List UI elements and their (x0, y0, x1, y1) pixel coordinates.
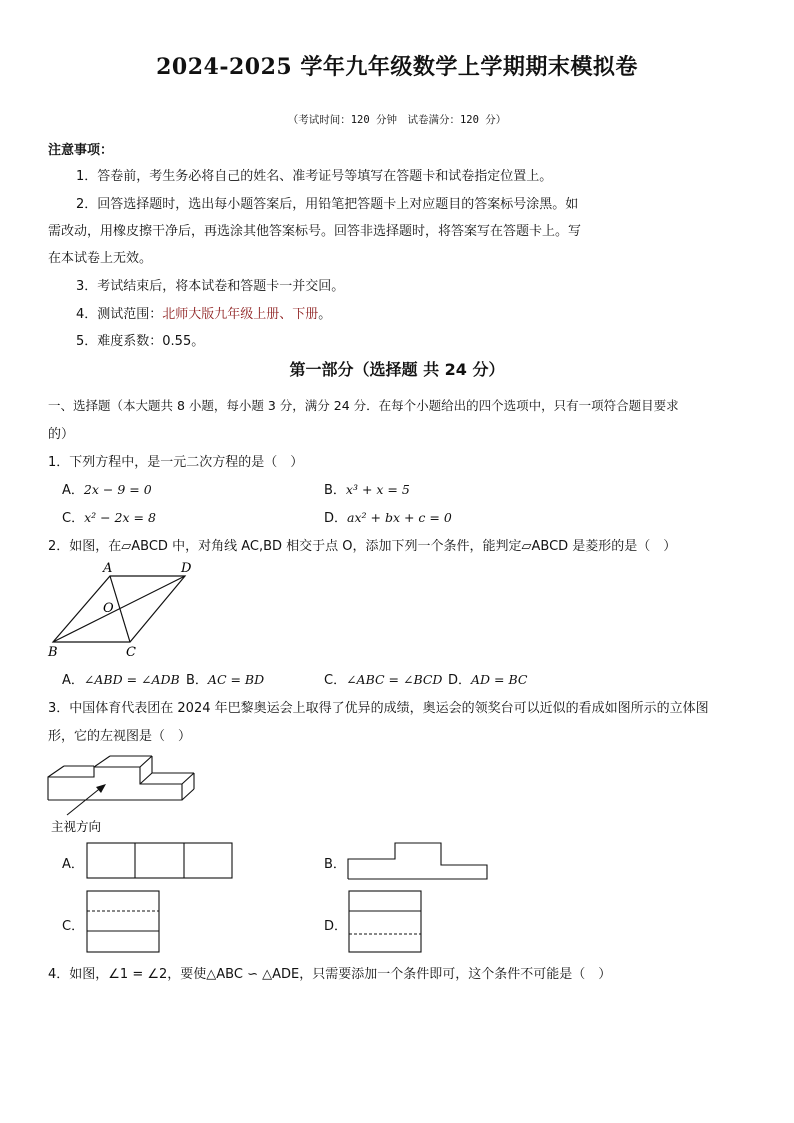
q1-c-label: C． (62, 511, 85, 526)
notice-item-2: 2．回答选择题时，选出每小题答案后，用铅笔把答题卡上对应题目的答案标号涂黑。如 (76, 197, 579, 212)
q1-stem: 1．下列方程中，是一元二次方程的是（ ） (48, 455, 304, 470)
vertex-b-label: B (48, 645, 58, 660)
q2-a-label: A． (62, 673, 84, 688)
notice-item-2-end: 在本试卷上无效。 (48, 251, 153, 266)
q3-stem: 3．中国体育代表团在 2024 年巴黎奥运会上取得了优异的成绩，奥运会的领奖台可以近似的看成如图所示的立体图 (48, 701, 709, 716)
vertex-a-label: A (103, 561, 113, 576)
q2-stem: 2．如图，在▱ABCD 中，对角线 AC,BD 相交于点 O，添加下列一个条件，能判定▱ABCD 是菱形的是（ ） (48, 539, 677, 554)
q1-a-label: A． (62, 483, 84, 498)
q1-c-text: x² − 2x = 8 (84, 510, 156, 525)
section-title: 第一部分（选择题 共 24 分） (289, 360, 505, 379)
page-title: 2024-2025 学年九年级数学上学期期末模拟卷 (156, 54, 638, 80)
vertex-d-label: D (181, 561, 192, 576)
notice-item-5: 5．难度系数：0.55。 (76, 334, 205, 349)
q1-d-label: D． (324, 511, 348, 526)
q1-b-text: x³ + x = 5 (345, 482, 410, 497)
exam-info: （考试时间：120 分钟 试卷满分：120 分） (287, 114, 507, 126)
q3-option-b-label: B． (324, 857, 346, 872)
view-direction-label: 主视方向 (51, 819, 102, 834)
scope-value: 北师大版九年级上册、下册 (162, 307, 319, 322)
section-intro-end: 的） (48, 427, 75, 442)
q2-a-text: ∠ABD = ∠ADB (83, 672, 180, 687)
notice-heading: 注意事项： (48, 143, 114, 158)
point-o-label: O (103, 601, 114, 616)
q2-c-text: ∠ABC = ∠BCD (346, 672, 443, 687)
vertex-c-label: C (126, 645, 136, 660)
q4-stem: 4．如图，∠1 = ∠2，要使△ABC ∽ △ADE，只需要添加一个条件即可，这个条件不可能是（ ） (48, 967, 612, 982)
q2-d-text: AD = BC (471, 672, 528, 687)
notice-item-1: 1．答卷前，考生务必将自己的姓名、准考证号等填写在答题卡和试卷指定位置上。 (76, 169, 553, 184)
q3-option-a-label: A． (62, 857, 84, 872)
q3-option-d-label: D． (324, 919, 348, 934)
scope-suffix: 。 (318, 307, 332, 322)
q3-stem-cont: 形，它的左视图是（ ） (48, 729, 192, 744)
q2-b-text: AC = BD (207, 672, 265, 687)
notice-item-2-cont: 需改动，用橡皮擦干净后，再选涂其他答案标号。回答非选择题时，将答案写在答题卡上。写 (48, 224, 582, 239)
q1-a-text: 2x − 9 = 0 (83, 482, 152, 497)
section-intro: 一、选择题（本大题共 8 小题，每小题 3 分，满分 24 分．在每个小题给出的四个选项中，只有一项符合题目要求 (48, 398, 679, 413)
q2-d-label: D． (448, 673, 472, 688)
q1-d-text: ax² + bx + c = 0 (347, 510, 452, 525)
q2-c-label: C． (324, 673, 347, 688)
scope-prefix: 4．测试范围： (76, 307, 163, 322)
q2-b-label: B． (186, 673, 208, 688)
q1-b-label: B． (324, 483, 346, 498)
q3-option-c-label: C． (62, 919, 85, 934)
notice-item-3: 3．考试结束后，将本试卷和答题卡一并交回。 (76, 279, 345, 294)
